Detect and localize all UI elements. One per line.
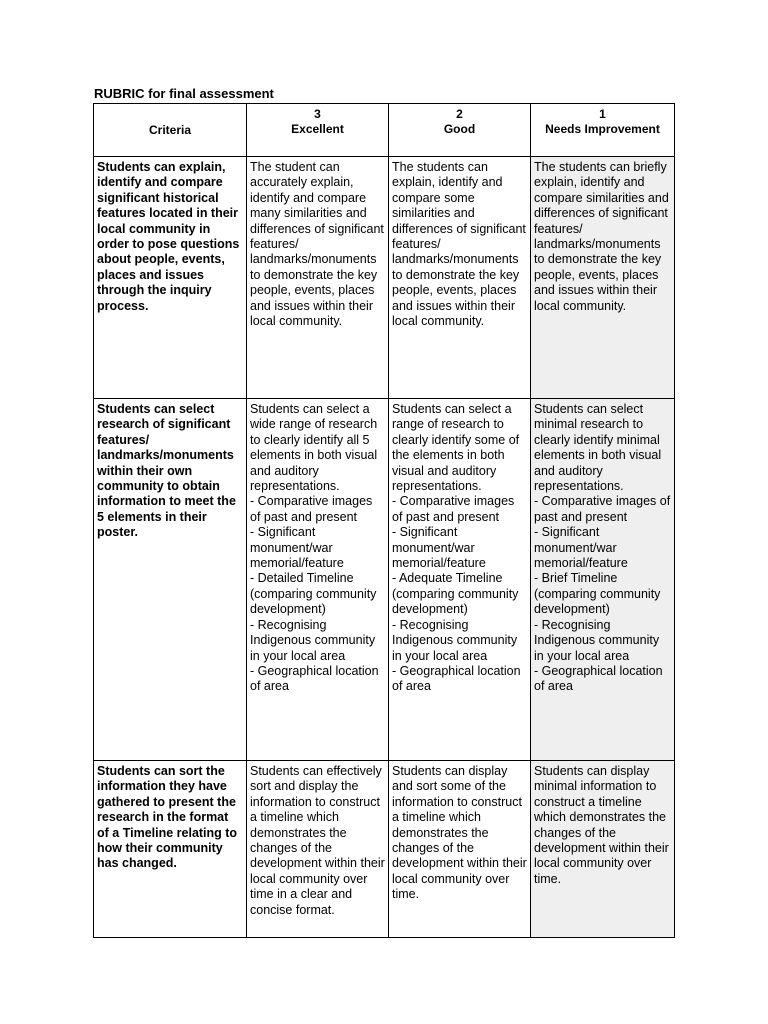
- cell-bullet: - Brief Timeline (comparing community development): [534, 571, 661, 617]
- cell-bullet: - Recognising Indigenous community in your local area: [392, 617, 518, 663]
- cell-bullet: - Comparative images of past and present: [250, 494, 373, 524]
- level-3-number: 3: [314, 107, 321, 121]
- cell-bullet: - Comparative images of past and present: [392, 494, 515, 524]
- level-1-cell: [531, 157, 675, 399]
- level-3-cell: [247, 157, 389, 399]
- level-2-cell: [389, 157, 531, 399]
- cell-bullet: - Significant monument/war memorial/feature: [534, 525, 628, 571]
- cell-text: The students can briefly explain, identify and compare similarities and differences of significant features/ landmarks/monuments to demonstrate the key people, events, places and issues within their local community.: [534, 160, 669, 313]
- level-1-number: 1: [599, 107, 606, 121]
- cell-text: Students can effectively sort and display the information to construct a timeline which demonstrates the changes of the development within their local community over time in a clear and concise format.: [250, 764, 385, 917]
- rubric-table: [93, 103, 675, 938]
- cell-text: Students can display minimal information to construct a timeline which demonstrates the changes of the development within their local community over time.: [534, 764, 669, 886]
- cell-bullet: - Recognising Indigenous community in your local area: [250, 617, 376, 663]
- criteria-cell: Students can explain, identify and compare significant historical features located in their local community in order to pose questions about people, events, places and issues through the inquiry process.: [94, 157, 247, 399]
- table-row: [94, 157, 675, 399]
- cell-text: The student can accurately explain, identify and compare many similarities and differences of significant features/ landmarks/monuments to demonstrate the key people, events, places and issues within their local community.: [250, 160, 384, 329]
- level-2-header: [389, 104, 531, 157]
- cell-bullet: - Geographical location of area: [250, 663, 379, 694]
- level-2-name: Good: [443, 122, 476, 136]
- criteria-header-label: Criteria: [148, 122, 192, 137]
- level-3-cell: [247, 399, 389, 761]
- cell-bullet: - Comparative images of past and present: [534, 494, 671, 524]
- level-3-name: Excellent: [291, 122, 344, 136]
- level-1-cell: [531, 399, 675, 761]
- level-3-cell: [247, 761, 389, 938]
- cell-bullet: - Significant monument/war memorial/feature: [392, 525, 486, 571]
- document-title: RUBRIC for final assessment: [94, 86, 274, 101]
- criteria-header: [94, 104, 247, 157]
- level-1-cell: [531, 761, 675, 938]
- cell-bullet: - Geographical location of area: [534, 663, 663, 694]
- criteria-cell: Students can sort the information they have gathered to present the research in the format of a Timeline relating to how their community has changed.: [94, 761, 247, 938]
- table-row: [94, 399, 675, 761]
- header-row: [94, 104, 675, 157]
- level-2-cell: [389, 399, 531, 761]
- cell-bullet: - Adequate Timeline (comparing community development): [392, 571, 519, 617]
- cell-text: Students can select minimal research to clearly identify minimal elements in both visual and auditory representations.: [534, 402, 662, 494]
- cell-text: Students can select a range of research to clearly identify some of the elements in both visual and auditory representations.: [392, 402, 520, 494]
- cell-bullet: - Geographical location of area: [392, 663, 521, 694]
- cell-bullet: - Recognising Indigenous community in your local area: [534, 617, 660, 663]
- cell-text: Students can display and sort some of the information to construct a timeline which demonstrates the changes of the development within their local community over time.: [392, 764, 527, 902]
- level-1-name: Needs Improvement: [545, 122, 660, 136]
- cell-bullet: - Significant monument/war memorial/feature: [250, 525, 344, 571]
- cell-text: Students can select a wide range of research to clearly identify all 5 elements in both visual and auditory representations.: [250, 402, 378, 494]
- cell-bullet: - Detailed Timeline (comparing community development): [250, 571, 377, 617]
- cell-text: The students can explain, identify and compare some similarities and differences of significant features/ landmarks/monuments to demonstrate the key people, events, places and issues within their local community.: [392, 160, 526, 329]
- level-2-cell: [389, 761, 531, 938]
- level-3-header: [247, 104, 389, 157]
- level-2-number: 2: [456, 107, 463, 121]
- table-row: [94, 761, 675, 938]
- level-1-header: [531, 104, 675, 157]
- criteria-cell: Students can select research of significant features/ landmarks/monuments within their own community to obtain information to meet the 5 elements in their poster.: [94, 399, 247, 761]
